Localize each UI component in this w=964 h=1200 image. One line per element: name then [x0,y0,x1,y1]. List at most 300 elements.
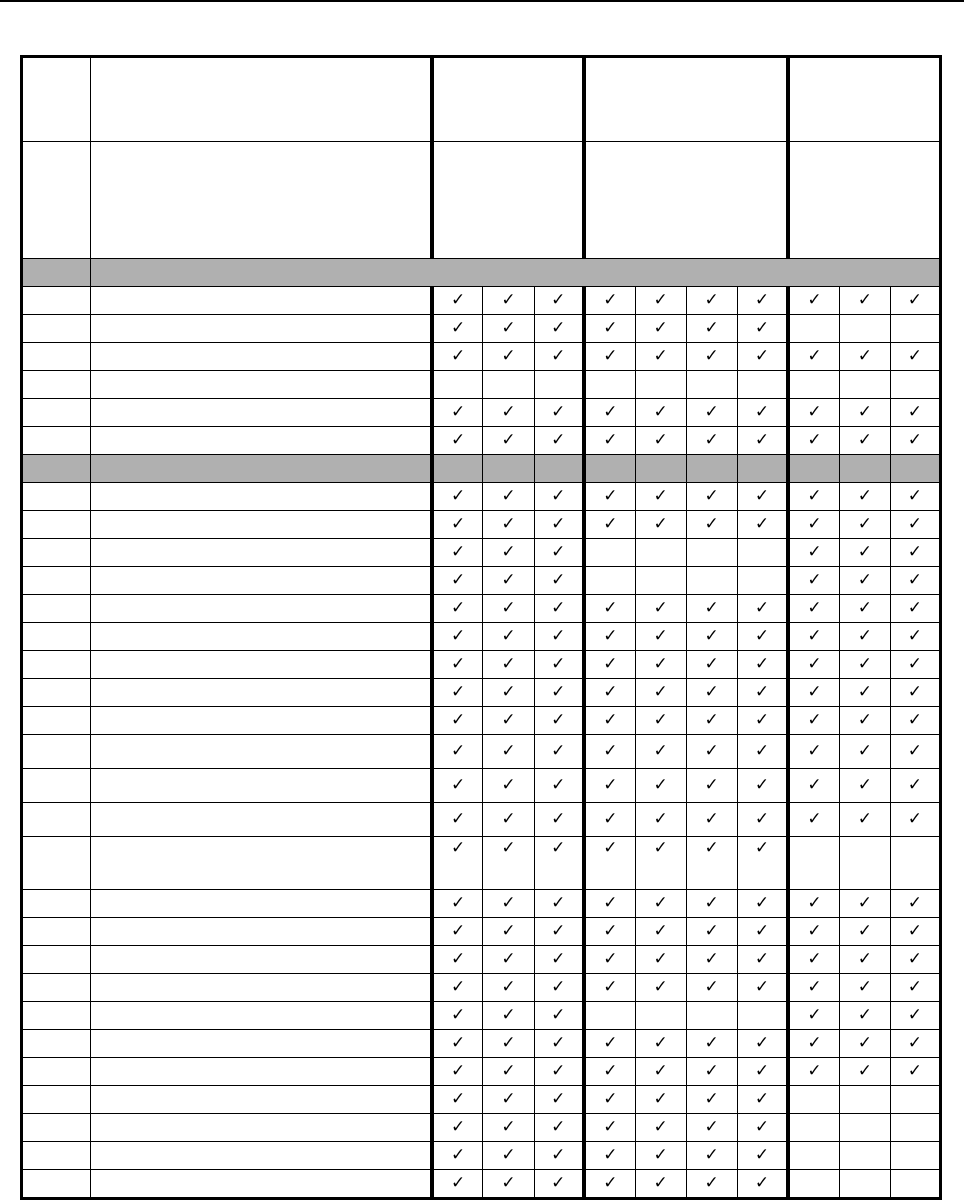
checkmark-cell [686,1170,737,1199]
checkmark-cell [635,735,686,769]
checkmark-cell [432,287,483,315]
table-row [22,803,941,837]
checkmark-icon: ✓ [501,949,516,969]
checkmark-cell [534,623,584,651]
checkmark-icon: ✓ [501,682,516,702]
checkmark-icon: ✓ [653,1145,668,1165]
checkmark-icon: ✓ [551,290,566,310]
checkmark-cell [584,803,635,837]
table-row [22,707,941,735]
checkmark-cell [839,567,890,595]
table-row [22,918,941,946]
checkmark-icon: ✓ [501,514,516,534]
row-description-cell [91,1030,432,1058]
checkmark-icon: ✓ [551,1089,566,1109]
checkmark-icon: ✓ [451,570,466,590]
checkmark-cell [483,707,534,735]
checkmark-cell [890,1030,940,1058]
table-row [22,371,941,399]
empty-cell [635,1002,686,1030]
checkmark-cell [788,1058,839,1086]
checkmark-cell [635,1114,686,1142]
checkmark-icon: ✓ [907,775,923,795]
checkmark-cell [788,1030,839,1058]
checkmark-cell [584,1030,635,1058]
checkmark-cell [737,315,788,343]
checkmark-cell [534,427,584,455]
checkmark-icon: ✓ [551,710,566,730]
checkmark-icon: ✓ [653,1173,668,1193]
checkmark-icon: ✓ [807,809,822,829]
row-description-cell [91,315,432,343]
checkmark-cell [788,1002,839,1030]
checkmark-icon: ✓ [603,1033,618,1053]
checkmark-icon: ✓ [907,809,923,829]
checkmark-cell [737,735,788,769]
checkmark-cell [483,651,534,679]
checkmark-cell [432,623,483,651]
checkmark-cell [635,287,686,315]
checkmark-icon: ✓ [907,486,923,506]
checkmark-cell [686,287,737,315]
checkmark-cell [584,679,635,707]
checkmark-icon: ✓ [653,346,668,366]
checkmark-icon: ✓ [857,514,872,534]
checkmark-cell [584,890,635,918]
checkmark-cell [737,918,788,946]
row-number-cell [22,837,91,890]
checkmark-icon: ✓ [807,741,822,761]
checkmark-icon: ✓ [501,570,516,590]
checkmark-cell [686,483,737,511]
checkmark-cell [635,974,686,1002]
row-description-cell [91,623,432,651]
row-number-cell [22,974,91,1002]
checkmark-icon: ✓ [754,346,770,366]
checkmark-cell [635,890,686,918]
header-cell-group-1 [432,57,584,142]
checkmark-icon: ✓ [907,542,923,562]
checkmark-cell [534,595,584,623]
row-number-cell [22,707,91,735]
checkmark-icon: ✓ [451,1005,466,1025]
checkmark-icon: ✓ [807,1033,822,1053]
checkmark-icon: ✓ [551,654,566,674]
checkmark-icon: ✓ [551,1173,566,1193]
checkmark-cell [686,803,737,837]
checkmark-icon: ✓ [501,921,516,941]
top-rule [0,0,964,2]
checkmark-cell [686,595,737,623]
checkmark-icon: ✓ [704,1173,719,1193]
checkmark-cell [737,1142,788,1170]
table-row [22,651,941,679]
section-blank-cell [432,455,483,483]
section-blank-cell [584,455,635,483]
checkmark-cell [686,1114,737,1142]
checkmark-icon: ✓ [653,290,668,310]
table-row [22,287,941,315]
checkmark-cell [584,315,635,343]
checkmark-icon: ✓ [653,598,668,618]
checkmark-icon: ✓ [451,1173,466,1193]
checkmark-cell [432,769,483,803]
checkmark-cell [584,343,635,371]
header-cell-group-3 [788,57,940,142]
empty-cell [839,371,890,399]
checkmark-icon: ✓ [704,1089,719,1109]
checkmark-icon: ✓ [603,949,618,969]
checkmark-cell [686,769,737,803]
checkmark-cell [483,427,534,455]
checkmark-cell [839,427,890,455]
checkmark-cell [432,918,483,946]
row-number-cell [22,567,91,595]
checkmark-cell [890,511,940,539]
checkmark-cell [686,651,737,679]
row-description-cell [91,1058,432,1086]
checkmark-icon: ✓ [551,1061,566,1081]
row-description-cell [91,511,432,539]
checkmark-icon: ✓ [551,1033,566,1053]
checkmark-cell [483,483,534,511]
checkmark-icon: ✓ [603,654,618,674]
checkmark-icon: ✓ [603,1117,618,1137]
row-description-cell [91,918,432,946]
checkmark-cell [890,735,940,769]
checkmark-icon: ✓ [603,838,618,858]
checkmark-icon: ✓ [603,1173,618,1193]
checkmark-cell [483,1002,534,1030]
checkmark-cell [483,1142,534,1170]
checkmark-icon: ✓ [704,1145,719,1165]
checkmark-cell [737,803,788,837]
checkmark-cell [483,1030,534,1058]
checkmark-icon: ✓ [451,598,466,618]
checkmark-cell [839,918,890,946]
checkmark-icon: ✓ [704,430,719,450]
checkmark-icon: ✓ [603,402,618,422]
checkmark-icon: ✓ [807,290,822,310]
row-description-cell [91,567,432,595]
empty-cell [890,837,940,890]
checkmark-icon: ✓ [754,318,770,338]
checkmark-cell [584,287,635,315]
section-header-row [22,455,941,483]
checkmark-cell [635,837,686,890]
checkmark-icon: ✓ [907,710,923,730]
checkmark-cell [635,483,686,511]
checkmark-icon: ✓ [451,809,466,829]
checkmark-cell [483,769,534,803]
checkmark-icon: ✓ [603,682,618,702]
checkmark-icon: ✓ [704,809,719,829]
checkmark-icon: ✓ [807,626,822,646]
checkmark-icon: ✓ [857,486,872,506]
checkmark-cell [839,287,890,315]
row-description-cell [91,595,432,623]
checkmark-cell [686,343,737,371]
section-blank-cell [483,455,534,483]
row-description-cell [91,974,432,1002]
checkmark-cell [737,1058,788,1086]
table-row [22,1002,941,1030]
checkmark-icon: ✓ [451,741,466,761]
checkmark-cell [788,539,839,567]
row-number-cell [22,1142,91,1170]
checkmark-cell [737,769,788,803]
checkmark-cell [483,595,534,623]
row-number-cell [22,483,91,511]
checkmark-icon: ✓ [704,775,719,795]
checkmark-icon: ✓ [603,1145,618,1165]
checkmark-icon: ✓ [857,921,872,941]
checkmark-icon: ✓ [653,741,668,761]
checkmark-icon: ✓ [754,775,770,795]
empty-cell [890,1086,940,1114]
checkmark-icon: ✓ [807,598,822,618]
checkmark-cell [584,946,635,974]
checkmark-cell [839,974,890,1002]
checkmark-icon: ✓ [857,741,872,761]
checkmark-icon: ✓ [603,598,618,618]
subheader-cell-group-3 [788,142,940,259]
checkmark-icon: ✓ [451,838,466,858]
checkmark-cell [788,567,839,595]
row-description-cell [91,1086,432,1114]
checkmark-icon: ✓ [704,1033,719,1053]
checkmark-icon: ✓ [501,402,516,422]
checkmark-icon: ✓ [754,402,770,422]
checkmark-cell [737,890,788,918]
checkmark-cell [432,679,483,707]
empty-cell [839,1114,890,1142]
checkmark-cell [584,1170,635,1199]
checkmark-icon: ✓ [603,318,618,338]
checkmark-cell [890,567,940,595]
checkmark-cell [534,399,584,427]
checkmark-icon: ✓ [857,949,872,969]
checkmark-icon: ✓ [451,1089,466,1109]
checkmark-icon: ✓ [551,346,566,366]
empty-cell [584,1002,635,1030]
checkmark-cell [584,707,635,735]
empty-cell [839,837,890,890]
checkmark-icon: ✓ [857,1061,872,1081]
checkmark-icon: ✓ [603,809,618,829]
checkmark-icon: ✓ [551,809,566,829]
checkmark-icon: ✓ [807,710,822,730]
empty-cell [686,539,737,567]
row-number-cell [22,1086,91,1114]
checkmark-cell [737,1030,788,1058]
checkmark-icon: ✓ [501,542,516,562]
checkmark-cell [890,1002,940,1030]
checkmark-icon: ✓ [857,430,872,450]
checkmark-cell [737,399,788,427]
checkmark-icon: ✓ [907,430,923,450]
checkmark-cell [584,735,635,769]
row-description-cell [91,890,432,918]
checkmark-cell [788,651,839,679]
row-number-cell [22,511,91,539]
checkmark-icon: ✓ [653,1117,668,1137]
checkmark-cell [686,974,737,1002]
checkmark-cell [584,1114,635,1142]
checkmark-icon: ✓ [704,346,719,366]
table-row [22,1142,941,1170]
checkmark-cell [635,343,686,371]
checkmark-cell [432,837,483,890]
row-description-cell [91,539,432,567]
checkmark-cell [534,1114,584,1142]
checkmark-icon: ✓ [653,1089,668,1109]
checkmark-cell [686,735,737,769]
checkmark-cell [432,595,483,623]
checkmark-cell [839,595,890,623]
checkmark-cell [737,946,788,974]
checkmark-cell [890,539,940,567]
checkmark-icon: ✓ [603,626,618,646]
checkmark-cell [432,974,483,1002]
checkmark-cell [534,735,584,769]
checkmark-icon: ✓ [501,893,516,913]
checkmark-cell [584,623,635,651]
checkmark-icon: ✓ [451,893,466,913]
checkmark-icon: ✓ [704,682,719,702]
checkmark-icon: ✓ [807,402,822,422]
checkmark-icon: ✓ [704,1117,719,1137]
checkmark-icon: ✓ [551,921,566,941]
table-row [22,511,941,539]
checkmark-icon: ✓ [754,514,770,534]
row-description-cell [91,946,432,974]
checkmark-cell [584,918,635,946]
checkmark-icon: ✓ [857,626,872,646]
checkmark-icon: ✓ [501,430,516,450]
checkmark-cell [788,343,839,371]
checkmark-cell [788,399,839,427]
checkmark-cell [737,483,788,511]
empty-cell [788,1142,839,1170]
table-body [22,57,941,1199]
checkmark-icon: ✓ [451,402,466,422]
checkmark-cell [584,1142,635,1170]
empty-cell [890,1142,940,1170]
row-number-cell [22,539,91,567]
checkmark-icon: ✓ [551,542,566,562]
checkmark-icon: ✓ [807,430,822,450]
checkmark-cell [686,315,737,343]
checkmark-icon: ✓ [704,654,719,674]
checkmark-cell [635,946,686,974]
checkmark-icon: ✓ [451,921,466,941]
checkmark-cell [788,707,839,735]
checkmark-cell [483,918,534,946]
checkmark-cell [686,946,737,974]
checkmark-icon: ✓ [807,1061,822,1081]
checkmark-cell [737,974,788,1002]
checkmark-icon: ✓ [501,1005,516,1025]
checkmark-cell [890,918,940,946]
checkmark-icon: ✓ [603,346,618,366]
checkmark-icon: ✓ [653,775,668,795]
checkmark-icon: ✓ [807,486,822,506]
row-description-cell [91,679,432,707]
checkmark-icon: ✓ [807,682,822,702]
empty-cell [635,567,686,595]
checkmark-icon: ✓ [603,486,618,506]
checkmark-icon: ✓ [704,486,719,506]
empty-cell [584,539,635,567]
checkmark-icon: ✓ [451,654,466,674]
checkmark-icon: ✓ [501,486,516,506]
row-description-cell [91,1002,432,1030]
checkmark-icon: ✓ [907,514,923,534]
checkmark-cell [635,769,686,803]
section-blank-cell [635,455,686,483]
checkmark-icon: ✓ [551,977,566,997]
checkmark-icon: ✓ [754,741,770,761]
row-number-cell [22,769,91,803]
checkmark-cell [534,511,584,539]
table-row [22,483,941,511]
checkmark-cell [788,735,839,769]
empty-cell [788,1114,839,1142]
checkmark-cell [839,1030,890,1058]
checkmark-cell [737,651,788,679]
checkmark-icon: ✓ [501,741,516,761]
checkmark-cell [584,427,635,455]
checkmark-cell [534,803,584,837]
empty-cell [584,567,635,595]
checkmark-icon: ✓ [653,1061,668,1081]
checkmark-icon: ✓ [857,977,872,997]
checkmark-cell [483,343,534,371]
checkmark-icon: ✓ [551,893,566,913]
table-row [22,679,941,707]
checkmark-icon: ✓ [551,949,566,969]
empty-cell [839,1142,890,1170]
checkmark-cell [839,539,890,567]
checkmark-cell [483,890,534,918]
checkmark-icon: ✓ [653,949,668,969]
checkmark-cell [483,837,534,890]
checkmark-cell [890,399,940,427]
checkmark-cell [839,623,890,651]
checkmark-cell [584,399,635,427]
section-blank-cell [788,455,839,483]
checkmark-icon: ✓ [704,514,719,534]
checkmark-icon: ✓ [551,486,566,506]
empty-cell [839,1170,890,1199]
checkmark-cell [839,735,890,769]
row-number-cell [22,315,91,343]
checkmark-icon: ✓ [451,682,466,702]
row-number-cell [22,623,91,651]
section-cell-num [22,259,91,287]
checkmark-icon: ✓ [807,570,822,590]
row-description-cell [91,651,432,679]
table-row [22,974,941,1002]
checkmark-cell [890,343,940,371]
checkmark-cell [534,1002,584,1030]
checkmark-cell [839,946,890,974]
checkmark-cell [839,679,890,707]
checkmark-cell [737,595,788,623]
checkmark-cell [432,511,483,539]
checkmark-cell [686,707,737,735]
